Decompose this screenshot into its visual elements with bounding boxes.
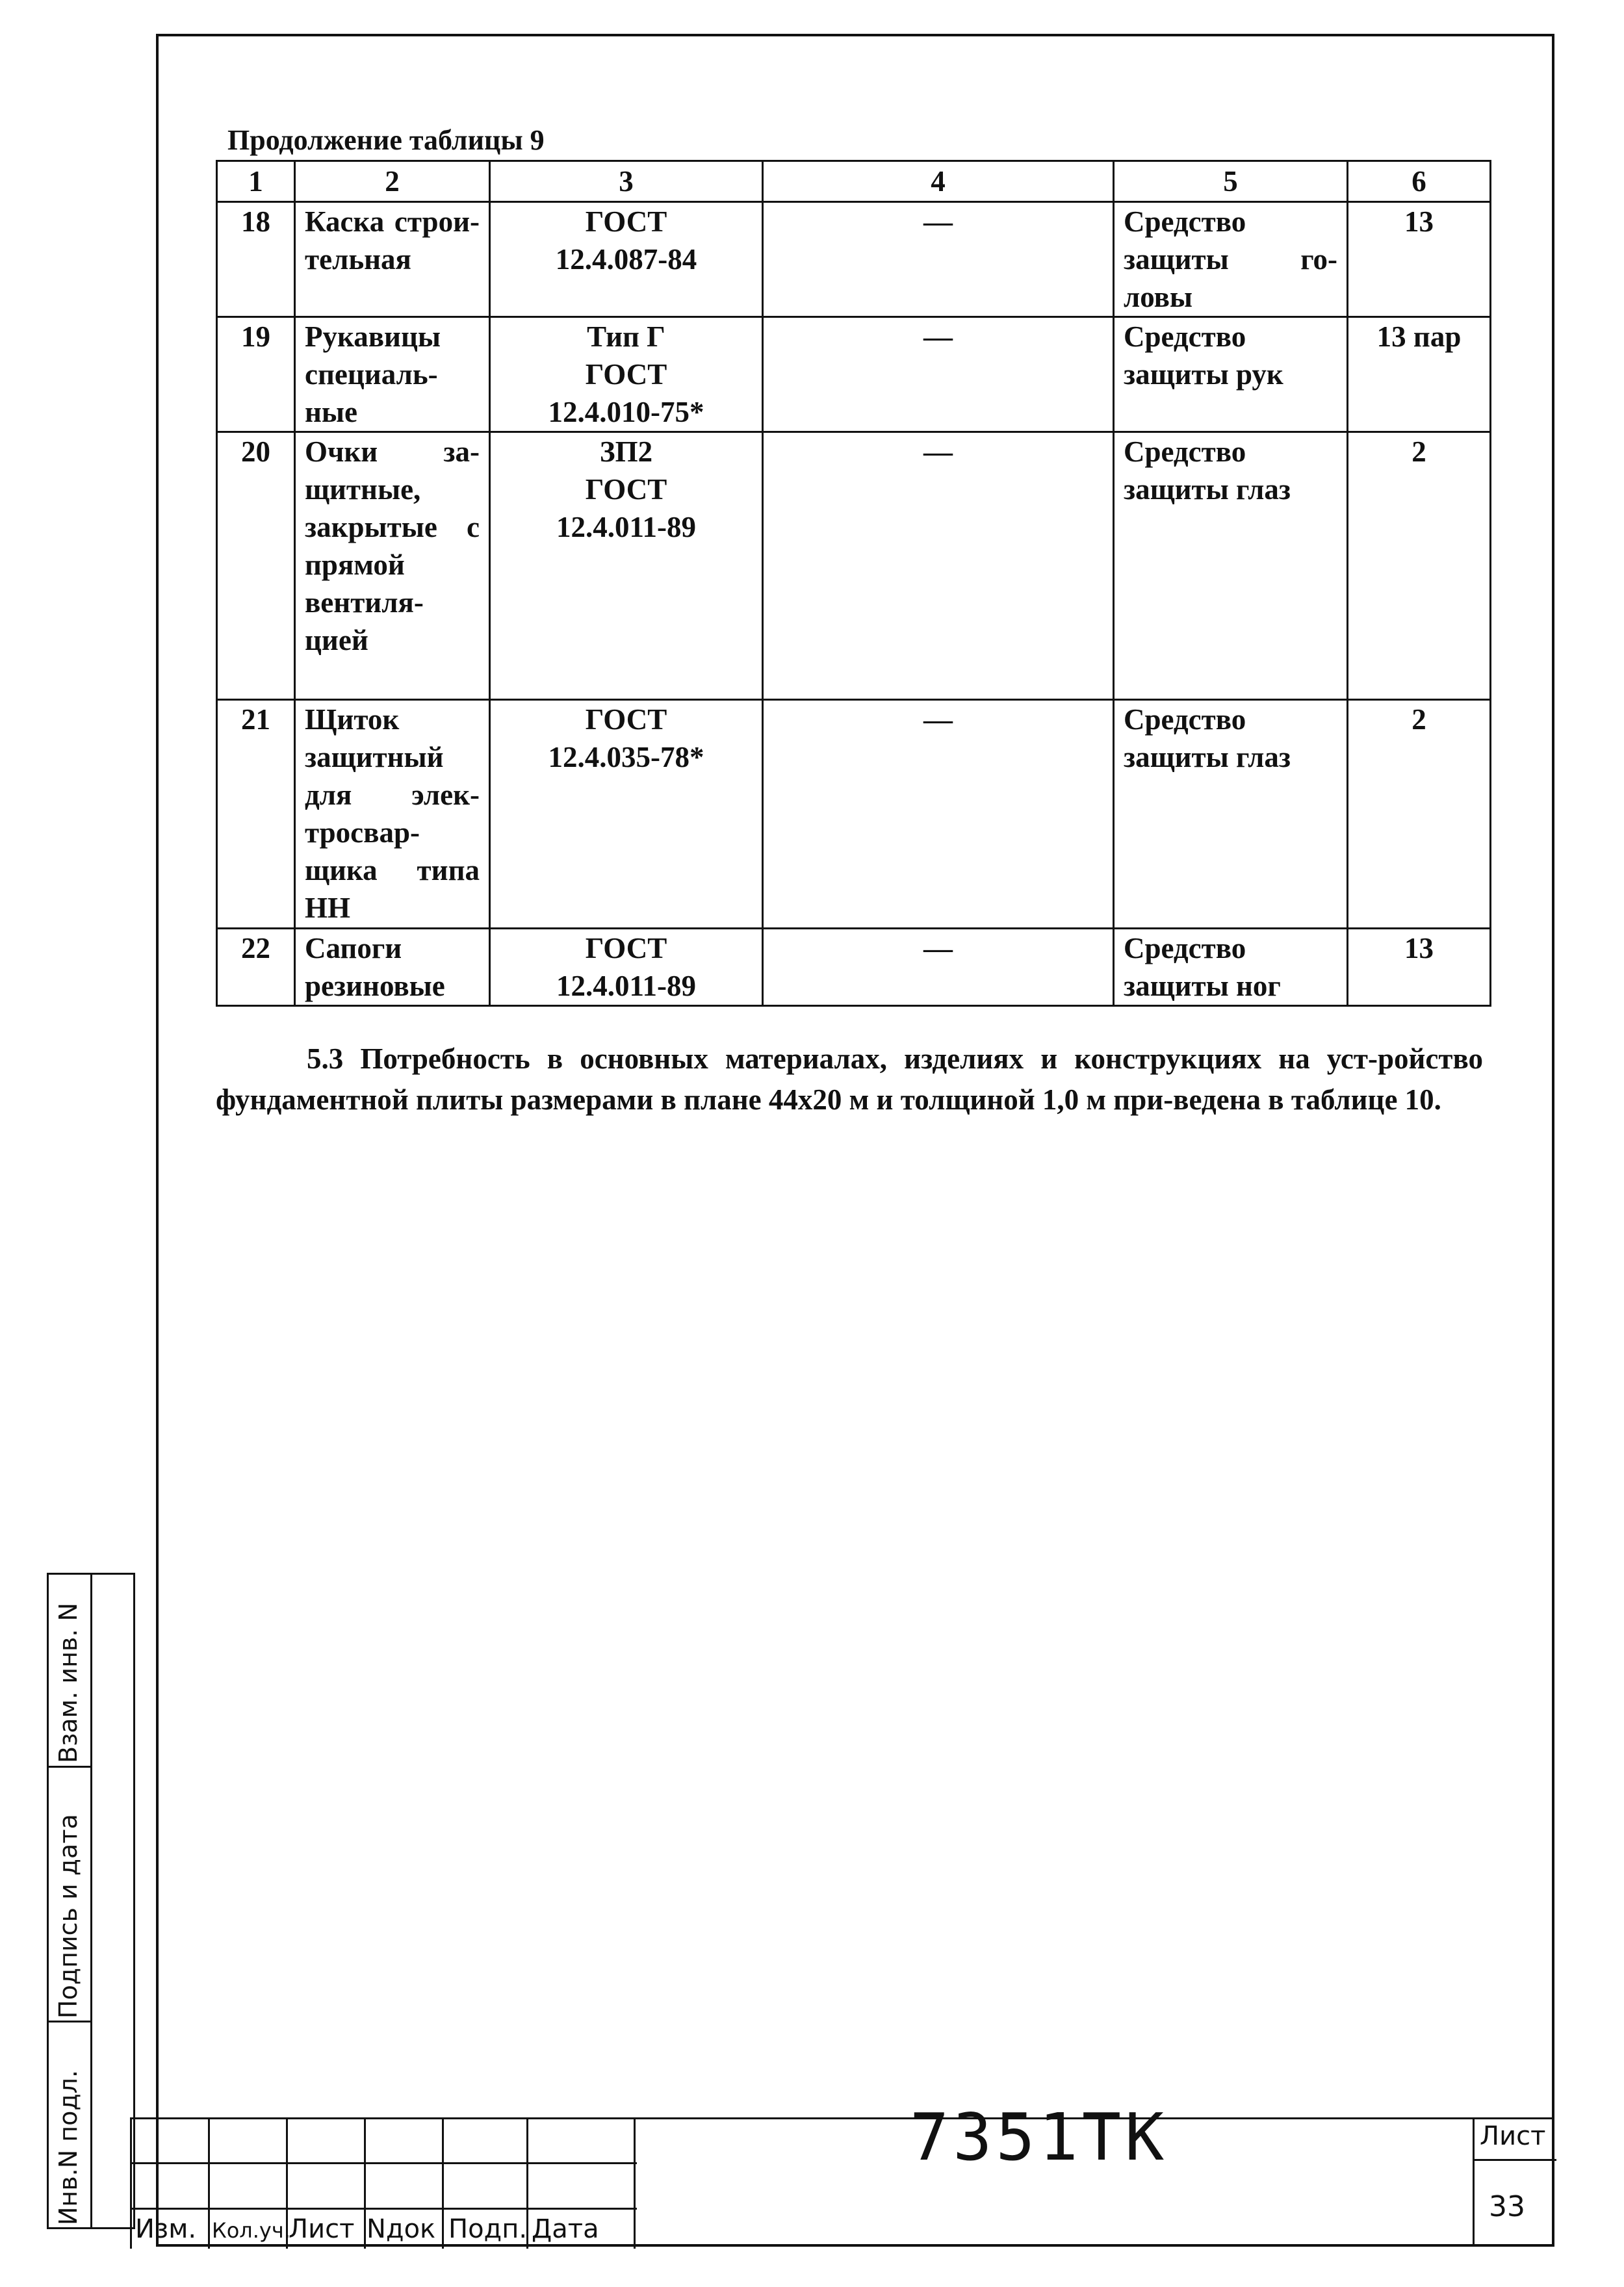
table-caption: Продолжение таблицы 9 [227, 124, 545, 156]
quantity: 13 [1348, 929, 1491, 1006]
header-cell: 3 [490, 161, 763, 202]
standard [490, 432, 763, 700]
signature-date-label: Подпись и дата [54, 1814, 83, 2019]
sheet-column-label: Лист [289, 2214, 355, 2244]
sheet-divider [1475, 2159, 1556, 2161]
quantity: 13 [1348, 202, 1491, 317]
table-row [217, 317, 1491, 432]
change-count-label: Кол.уч. [212, 2218, 290, 2243]
row-number: 19 [217, 317, 295, 432]
standard-line: 12.4.011-89 [556, 511, 696, 543]
grid-line [130, 2162, 637, 2164]
grid-line [442, 2119, 444, 2249]
grid-line [130, 2208, 637, 2210]
standard-line: 12.4.010-75* [548, 396, 704, 428]
table-row [217, 929, 1491, 1006]
grid-line [130, 2119, 132, 2249]
document-code: 7351ТК [910, 2099, 1168, 2175]
signature-label: Подп. [448, 2214, 528, 2244]
grid-line [208, 2119, 210, 2249]
col4-dash: — [763, 317, 1114, 432]
item-name: Щиток защитный для элек-тросвар-щика типа НН [295, 700, 490, 929]
document-number-label: Nдок [367, 2214, 436, 2244]
side-cell-replacement [49, 1575, 90, 1768]
col4-dash: — [763, 929, 1114, 1006]
standard [490, 317, 763, 432]
grid-line [634, 2119, 636, 2249]
revision-grid [130, 2119, 637, 2249]
item-name: Очки за-щитные, закрытые с прямой вентиля-цией [295, 432, 490, 700]
sheet-box [1473, 2117, 1556, 2247]
table-row [217, 700, 1491, 929]
purpose: Средство защиты го-ловы [1114, 202, 1348, 317]
table-row [217, 202, 1491, 317]
purpose: Средство защиты глаз [1114, 700, 1348, 929]
row-number: 21 [217, 700, 295, 929]
table-header-row [217, 161, 1491, 202]
standard-line: ГОСТ [585, 703, 667, 736]
item-name: Каска строи-тельная [295, 202, 490, 317]
standard-line: ЗП2 [599, 435, 653, 468]
purpose: Средство защиты ног [1114, 929, 1348, 1006]
replacement-inventory-label: Взам. инв. N [54, 1603, 83, 1763]
section-paragraph: 5.3 Потребность в основных материалах, изделиях и конструкциях на уст-ройство фундаментной плиты размерами в плане 44x20 м и толщиной 1,0 м при-ведена в таблице 10. [216, 1042, 1483, 1116]
date-label: Дата [532, 2214, 599, 2244]
row-number: 22 [217, 929, 295, 1006]
standard-line: 12.4.035-78* [548, 741, 704, 773]
title-block [130, 2117, 1554, 2249]
standard [490, 202, 763, 317]
standard [490, 700, 763, 929]
row-number: 20 [217, 432, 295, 700]
item-name: Рукавицы специаль-ные [295, 317, 490, 432]
col4-dash: — [763, 432, 1114, 700]
standard-line: 12.4.087-84 [555, 243, 697, 276]
header-cell: 1 [217, 161, 295, 202]
row-number: 18 [217, 202, 295, 317]
quantity: 13 пар [1348, 317, 1491, 432]
side-cell-inventory [49, 2022, 90, 2229]
standard [490, 929, 763, 1006]
purpose: Средство защиты рук [1114, 317, 1348, 432]
side-cell-signature [49, 1768, 90, 2022]
sheet-label: Лист [1480, 2121, 1546, 2151]
standard-line: ГОСТ [585, 358, 667, 391]
col4-dash: — [763, 202, 1114, 317]
quantity: 2 [1348, 700, 1491, 929]
quantity: 2 [1348, 432, 1491, 700]
standard-line: 12.4.011-89 [556, 970, 696, 1002]
standard-line: ГОСТ [585, 932, 667, 964]
standard-line: ГОСТ [585, 473, 667, 506]
standard-line: ГОСТ [585, 205, 667, 238]
standard-line: Тип Г [587, 320, 665, 353]
purpose: Средство защиты глаз [1114, 432, 1348, 700]
revision-label: Изм. [135, 2214, 197, 2244]
col4-dash: — [763, 700, 1114, 929]
grid-line [364, 2119, 366, 2249]
original-inventory-label: Инв.N подл. [54, 2070, 83, 2225]
header-cell: 4 [763, 161, 1114, 202]
item-name: Сапоги резиновые [295, 929, 490, 1006]
header-cell: 5 [1114, 161, 1348, 202]
header-cell: 2 [295, 161, 490, 202]
side-stamp [47, 1573, 135, 2229]
header-cell: 6 [1348, 161, 1491, 202]
sheet-number: 33 [1489, 2190, 1525, 2223]
ppe-table [216, 160, 1491, 1007]
table-row [217, 432, 1491, 700]
